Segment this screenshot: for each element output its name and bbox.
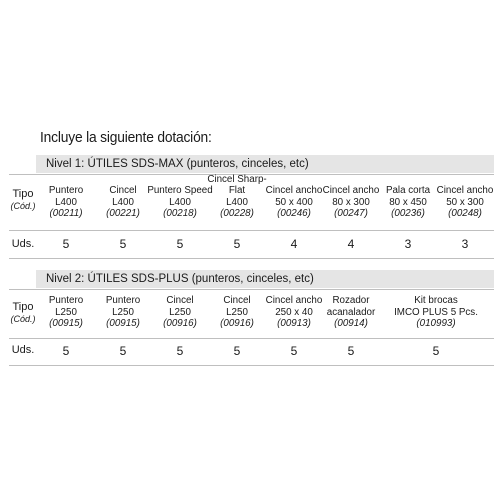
level1-qty-3: 5 [176,237,184,251]
item-code: (00218) [163,208,197,219]
item-name-line: IMCO PLUS 5 Pcs. [394,306,478,318]
item-code: (00915) [106,318,140,329]
item-name-line: Puntero [105,295,141,306]
level1-tipo-label: Tipo (Cód.) [10,188,36,211]
item-code: (010993) [416,318,456,329]
item-name-line: Puntero Speed [147,185,213,196]
item-name-line: Cincel [223,295,251,306]
intro-heading: Incluye la siguiente dotación: [40,129,212,146]
item-name-line: Cincel [109,185,137,196]
item-name-line: 80 x 300 [332,196,370,208]
item-name-line: Pala corta [385,185,431,196]
level2-qty-3: 5 [176,344,184,358]
level2-item-1 [49,295,83,330]
level1-bottom-rule [9,258,494,259]
level2-qty-4: 5 [233,344,241,358]
level1-header: Nivel 1: ÚTILES SDS-MAX (punteros, cinceles, etc) [36,155,494,173]
item-code: (00228) [220,208,254,219]
item-name-line: 250 x 40 [275,306,313,318]
level1-item-5 [266,185,323,220]
item-code: (00247) [334,208,368,219]
item-name-line: Kit brocas [414,295,458,306]
item-name-line: Puntero [48,295,84,306]
level1-qty-4: 5 [233,237,241,251]
item-name-line: Cincel [166,295,194,306]
item-name-line: L250 [226,306,248,318]
item-code: (00211) [49,208,83,219]
item-name-line: Cincel ancho [265,295,323,306]
level1-qty-1: 5 [62,237,70,251]
level2-qty-2: 5 [119,344,127,358]
item-name-line: L400 [112,196,134,208]
level1-item-4 [207,174,266,220]
level1-item-7 [386,185,430,220]
item-name-line: acanalador [326,306,376,318]
item-code: (00916) [163,318,197,329]
level2-item-3 [163,295,197,330]
level1-uds-label: Uds. [11,238,35,250]
level2-mid-rule [9,338,494,339]
level2-qty-5: 5 [290,344,298,358]
level1-qty-8: 3 [461,237,469,251]
level2-item-5 [266,295,323,330]
level1-qty-7: 3 [404,237,412,251]
item-code: (00246) [277,208,311,219]
item-name-line: Rozador [332,295,370,306]
item-code: (00221) [106,208,140,219]
item-code: (00915) [49,318,83,329]
item-name-line: L250 [55,306,77,318]
item-code: (00914) [334,318,368,329]
item-name-line: L250 [169,306,191,318]
level2-item-6 [327,295,375,330]
level1-qty-5: 4 [290,237,298,251]
level2-qty-1: 5 [62,344,70,358]
item-name-line: Cincel ancho [436,185,494,196]
level2-uds-label: Uds. [11,344,35,356]
item-code: (00248) [448,208,482,219]
item-name-line: Puntero [48,185,84,196]
level1-item-8 [437,185,494,220]
item-name-line: 50 x 400 [275,196,313,208]
level2-qty-6: 5 [347,344,355,358]
level2-tipo-label: Tipo (Cód.) [10,301,36,324]
item-name-line: L400 [169,196,191,208]
item-name-line: 50 x 300 [446,196,484,208]
level1-qty-6: 4 [347,237,355,251]
level2-item-4 [220,295,254,330]
item-name-line: Cincel ancho [265,185,323,196]
level2-item-7 [394,295,478,330]
level2-header: Nivel 2: ÚTILES SDS-PLUS (punteros, cinceles, etc) [36,270,494,288]
item-name-line: Flat [228,185,246,196]
level2-bottom-rule [9,365,494,366]
level1-item-6 [323,185,380,220]
item-code: (00913) [277,318,311,329]
level1-mid-rule [9,230,494,231]
level1-item-3 [147,185,212,220]
level2-item-2 [106,295,140,330]
level2-qty-7: 5 [432,344,440,358]
level1-item-1 [49,185,83,220]
item-name-line: L400 [226,196,248,208]
item-code: (00236) [391,208,425,219]
item-name-line: L400 [55,196,77,208]
item-name-line: Cincel ancho [322,185,380,196]
item-name-line: L250 [112,306,134,318]
item-name-line: Cincel Sharp- [207,173,267,185]
level1-item-2 [106,185,140,220]
item-code: (00916) [220,318,254,329]
level1-qty-2: 5 [119,237,127,251]
level2-top-rule [9,289,494,290]
item-name-line: 80 x 450 [389,196,427,208]
